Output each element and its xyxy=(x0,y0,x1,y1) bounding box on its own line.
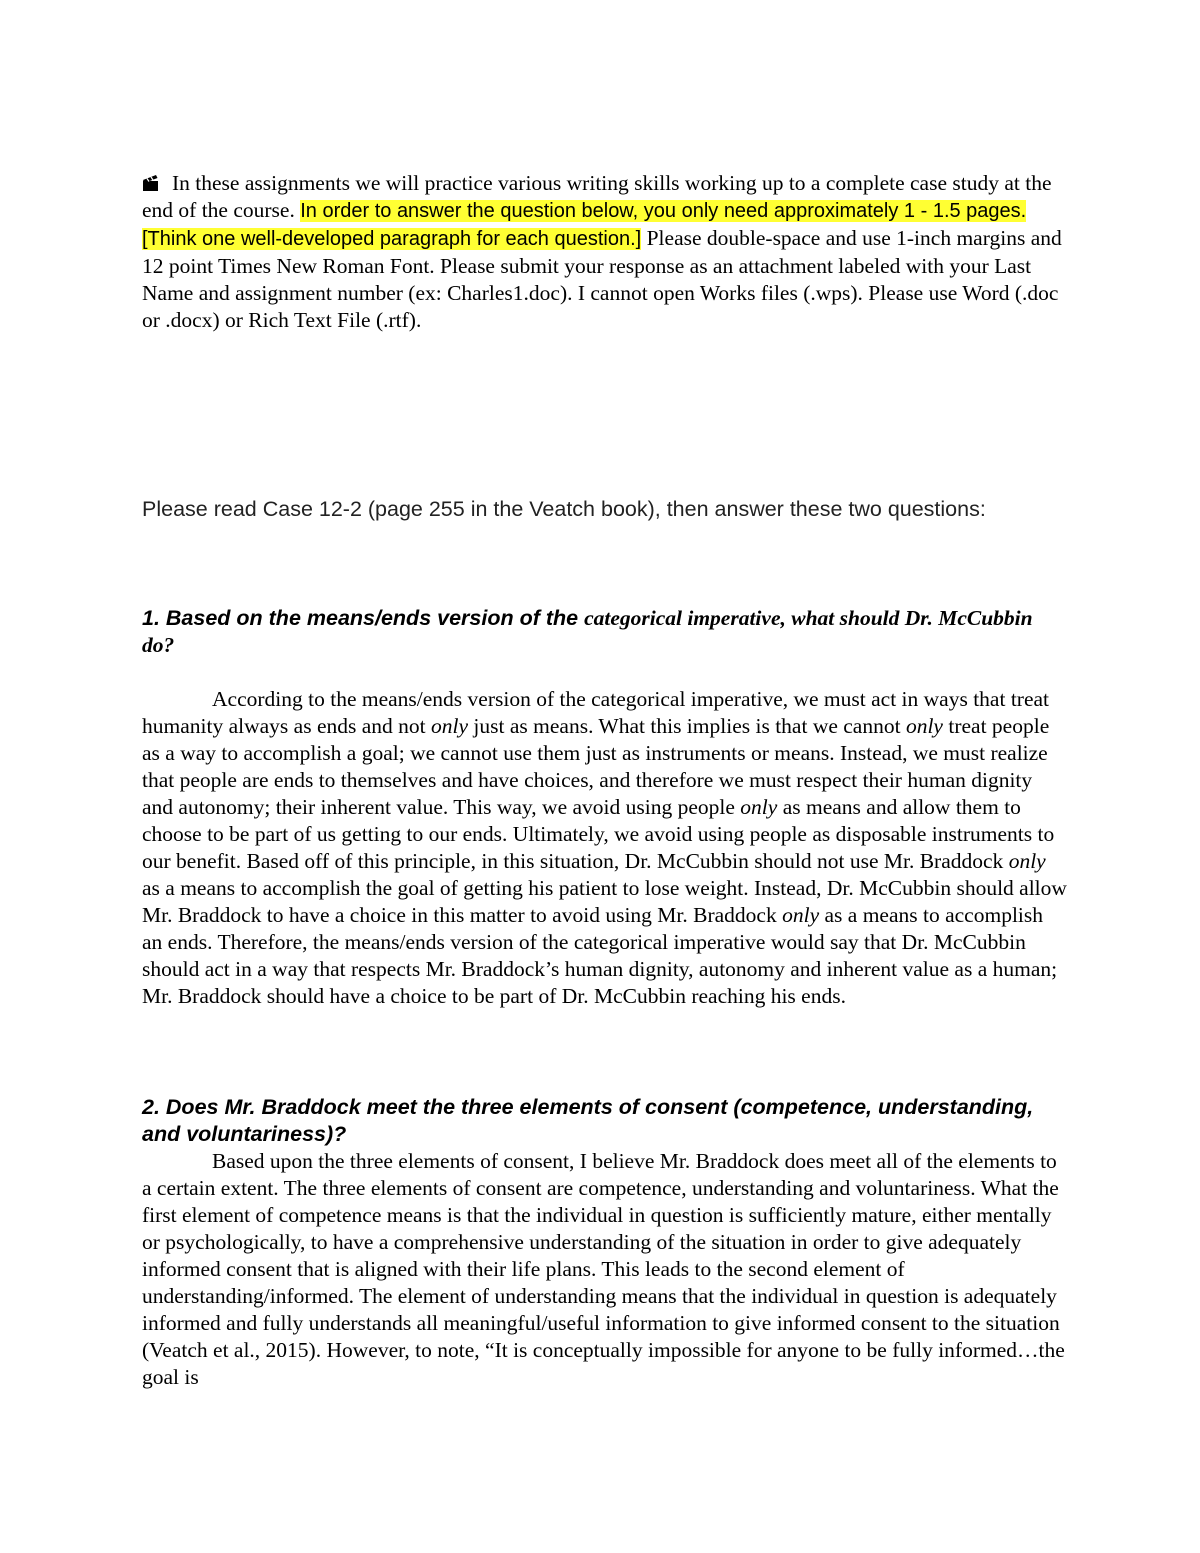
answer-1-text: as means and allow them to choose to be part of us getting to our ends. Ultimately, we avoid using people as disposable instruments to our benefit. Based off of this principle, in this situation, Dr. McCubbin should not use Mr. Braddock xyxy=(142,795,1055,873)
question-1-answer xyxy=(142,686,1067,1010)
clapperboard-icon xyxy=(142,174,160,192)
question-1-heading xyxy=(142,605,1062,659)
question-2-heading: 2. Does Mr. Braddock meet the three elements of consent (competence, understanding, and voluntariness)? xyxy=(142,1095,1034,1146)
answer-1-text: According to the means/ends version of the categorical imperative, we must act in ways that treat humanity always as ends and not xyxy=(142,687,1050,738)
answer-1-text: as a means to accomplish an ends. Therefore, the means/ends version of the categorical imperative would say that Dr. McCubbin should act in a way that respects Mr. Braddock’s human dignity, autonomy and inherent value as a human; Mr. Braddock should have a choice to be part of Dr. McCubbin reaching his ends. xyxy=(142,903,1058,1008)
question-1-heading-serif: categorical imperative, what should Dr. McCubbin do? xyxy=(142,606,1033,657)
question-2-answer: Based upon the three elements of consent, I believe Mr. Braddock does meet all of the elements to a certain extent. The three elements of consent are competence, understanding and voluntariness. What the first element of competence means is that the individual in question is sufficiently mature, either mentally or psychologically, to have a comprehensive understanding of the situation in order to give adequately informed consent that is aligned with their life plans. This leads to the second element of understanding/informed. The element of understanding means that the individual in question is adequately informed and fully understands all meaningful/useful information to give informed consent to the situation (Veatch et al., 2015). However, to note, “It is conceptually impossible for anyone to be fully informed…the goal is xyxy=(142,1149,1065,1389)
answer-1-text: just as means. What this implies is that we cannot xyxy=(468,714,906,738)
assignment-intro xyxy=(142,170,1067,334)
answer-1-text: as a means to accomplish the goal of getting his patient to lose weight. Instead, Dr. McCubbin should allow Mr. Braddock to have a choice in this matter to avoid using Mr. Braddock xyxy=(142,876,1067,927)
intro-text: In these assignments we will practice various writing skills working up to a complete case study at the end of the course. xyxy=(142,171,1052,222)
answer-1-emphasis: only xyxy=(740,795,778,819)
answer-1-emphasis: only xyxy=(905,714,943,738)
answer-1-emphasis: only xyxy=(431,714,469,738)
intro-text-after: Please double-space and use 1-inch margins and 12 point Times New Roman Font. Please submit your response as an attachment labeled with your Last Name and assignment number (ex: Charles1.doc). I cannot open Works files (.wps). Please use Word (.doc or .docx) or Rich Text File (.rtf). xyxy=(142,226,1062,332)
question-1-heading-sans: 1. Based on the means/ends version of the xyxy=(142,606,585,630)
answer-1-text: treat people as a way to accomplish a goal; we cannot use them just as instruments or means. Instead, we must realize that people are ends to themselves and have choices, and therefore we must respect their human dignity and autonomy; their inherent value. This way, we avoid using people xyxy=(142,714,1050,819)
intro-highlight: In order to answer the question below, you only need approximately 1 - 1.5 pages. [Think one well-developed paragraph for each question.] xyxy=(142,200,1027,250)
answer-1-emphasis: only xyxy=(782,903,820,927)
answer-1-emphasis: only xyxy=(1008,849,1046,873)
case-instructions: Please read Case 12-2 (page 255 in the Veatch book), then answer these two questions: xyxy=(142,497,986,521)
